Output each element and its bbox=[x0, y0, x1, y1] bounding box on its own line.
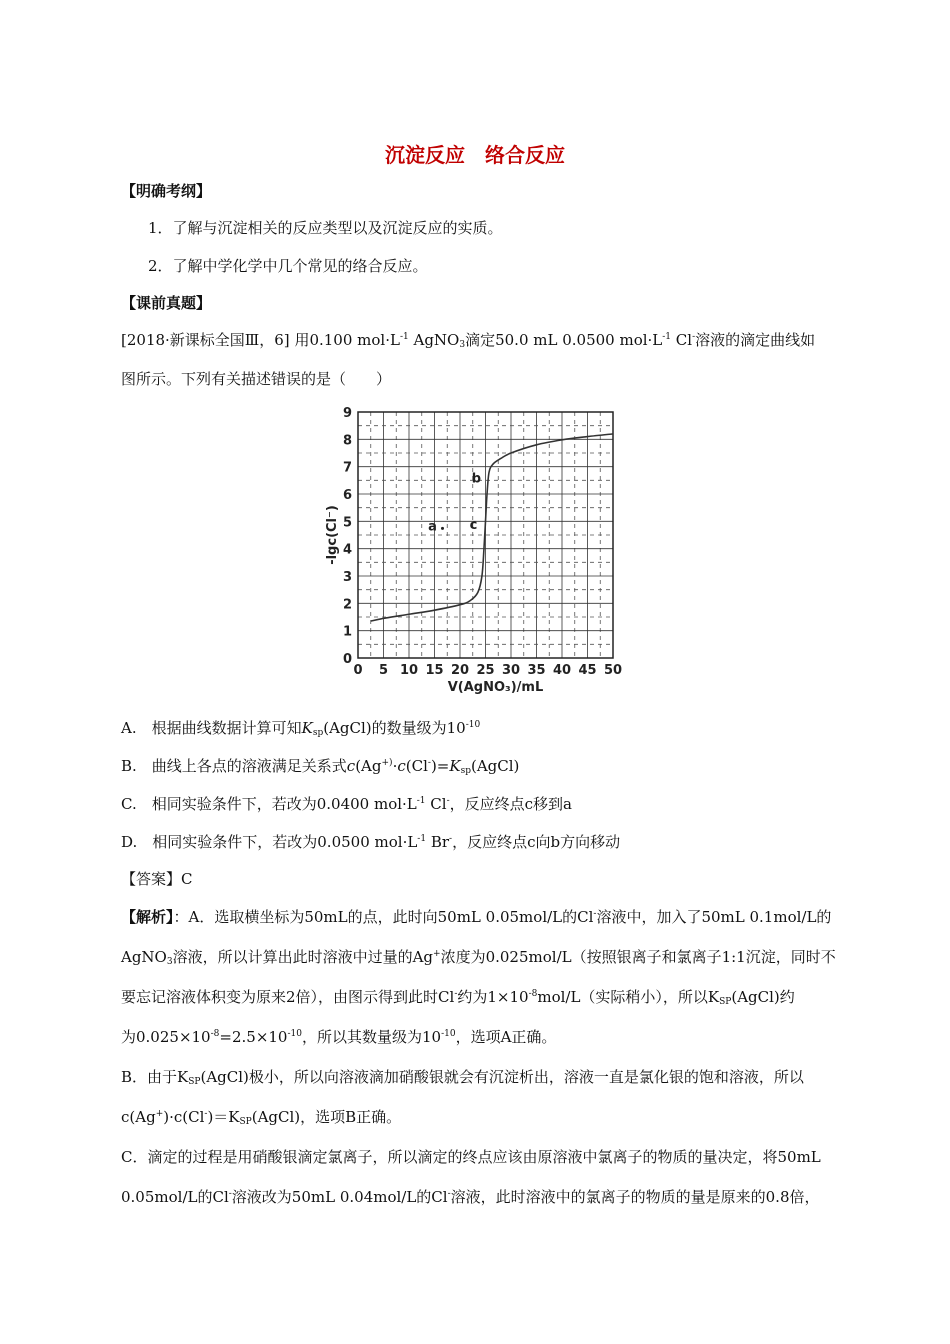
answer: 【答案】C bbox=[121, 870, 193, 888]
superscript: - bbox=[427, 758, 431, 768]
text: (Ag bbox=[355, 757, 382, 775]
text: 溶液中，加入了50mL 0.1mol/L的 bbox=[596, 908, 832, 926]
text: 溶液，所以计算出此时溶液中过量的Ag bbox=[172, 948, 434, 966]
text: (AgCl)的数量级为10 bbox=[323, 719, 466, 737]
subscript: sp bbox=[312, 728, 324, 738]
text: Cl bbox=[425, 795, 447, 813]
text: ，所以其数量级为10 bbox=[301, 1028, 442, 1046]
text: · bbox=[392, 757, 398, 775]
x-tick-label: 40 bbox=[552, 663, 572, 678]
text: ：A．选取横坐标为50mL的点，此时向50mL 0.05mol/L的Cl bbox=[173, 908, 594, 926]
text: K bbox=[301, 719, 313, 737]
subscript: sp bbox=[460, 766, 471, 776]
point-marker-a bbox=[441, 527, 444, 530]
text: (AgCl)约 bbox=[731, 988, 795, 1006]
analysis-line-5 bbox=[121, 1066, 804, 1087]
question-line-1 bbox=[121, 329, 815, 350]
text: )＝K bbox=[207, 1108, 240, 1126]
superscript: - bbox=[454, 989, 458, 999]
analysis-line-7: C．滴定的过程是用硝酸银滴定氯离子，所以滴定的终点应该由原溶液中氯离子的物质的量决定，将50mL bbox=[121, 1148, 821, 1166]
x-axis-label: V(AgNO₃)/mL bbox=[447, 680, 544, 695]
text: 0.05mol/L的Cl bbox=[121, 1188, 229, 1206]
point-label-c: c bbox=[469, 518, 478, 534]
y-tick-label: 0 bbox=[342, 652, 352, 667]
y-tick-label: 1 bbox=[342, 624, 352, 640]
question-line-2: 图所示。下列有关描述错误的是（ ） bbox=[121, 370, 392, 388]
superscript: + bbox=[433, 949, 441, 959]
x-tick-label: 25 bbox=[476, 663, 495, 678]
superscript: -8 bbox=[210, 1029, 220, 1039]
superscript: -1 bbox=[417, 834, 427, 844]
text: (AgCl) bbox=[470, 757, 520, 775]
text: c bbox=[346, 757, 356, 775]
option-a bbox=[121, 717, 480, 738]
text: Br bbox=[426, 833, 450, 851]
y-tick-label: 8 bbox=[342, 433, 352, 449]
text: )= bbox=[430, 757, 450, 775]
superscript: -8 bbox=[528, 989, 538, 999]
text: ，反应终点c向b方向移动 bbox=[452, 833, 621, 851]
text: (AgCl)极小，所以向溶液滴加硝酸银就会有沉淀析出，溶液一直是氯化银的饱和溶液，所以 bbox=[200, 1068, 804, 1086]
option-d bbox=[121, 831, 620, 852]
superscript: -10 bbox=[441, 1029, 456, 1039]
analysis-line-3 bbox=[121, 986, 795, 1007]
text: (AgCl)，选项B正确。 bbox=[251, 1108, 402, 1126]
x-tick-label: 20 bbox=[450, 663, 470, 678]
superscript: - bbox=[228, 1189, 232, 1199]
text: ，选项A正确。 bbox=[455, 1028, 557, 1046]
text: 约为1×10 bbox=[457, 988, 529, 1006]
text: ，反应终点c移到a bbox=[449, 795, 572, 813]
text: Cl bbox=[671, 331, 693, 349]
analysis-line-8 bbox=[121, 1186, 819, 1207]
superscript: - bbox=[447, 1189, 451, 1199]
y-tick-label: 4 bbox=[342, 542, 352, 558]
y-tick-label: 6 bbox=[342, 488, 352, 503]
superscript: +) bbox=[381, 758, 393, 768]
page-title: 沉淀反应 络合反应 bbox=[385, 143, 565, 167]
text: A. 根据曲线数据计算可知 bbox=[121, 719, 302, 737]
point-label-b: b bbox=[471, 471, 482, 487]
analysis-line-6 bbox=[121, 1106, 401, 1127]
text: D. 相同实验条件下，若改为0.0500 mol·L bbox=[121, 833, 418, 851]
section-syllabus: 【明确考纲】 bbox=[121, 182, 212, 200]
x-tick-label: 50 bbox=[603, 663, 623, 678]
x-tick-label: 5 bbox=[378, 663, 389, 678]
text: 溶液改为50mL 0.04mol/L的Cl bbox=[231, 1188, 448, 1206]
syllabus-item-1: 1．了解与沉淀相关的反应类型以及沉淀反应的实质。 bbox=[148, 219, 503, 237]
text: 溶液的滴定曲线如 bbox=[695, 331, 816, 349]
superscript: - bbox=[446, 796, 450, 806]
superscript: - bbox=[692, 332, 696, 342]
subscript: 3 bbox=[166, 957, 173, 967]
text: )·c(Cl bbox=[163, 1108, 205, 1126]
option-b bbox=[121, 755, 519, 776]
titration-curve-line bbox=[371, 434, 613, 621]
text: AgNO bbox=[121, 948, 167, 966]
text: B. 曲线上各点的溶液满足关系式 bbox=[121, 757, 347, 775]
text: mol/L（实际稍小），所以K bbox=[537, 988, 720, 1006]
text: 溶液，此时溶液中的氯离子的物质的量是原来的0.8倍， bbox=[450, 1188, 820, 1206]
section-preclass: 【课前真题】 bbox=[121, 294, 212, 312]
text: 为0.025×10 bbox=[121, 1028, 211, 1046]
y-tick-label: 3 bbox=[342, 570, 352, 585]
titration-chart bbox=[324, 400, 624, 700]
subscript: SP bbox=[239, 1117, 252, 1127]
superscript: - bbox=[449, 834, 453, 844]
superscript: - bbox=[204, 1109, 208, 1119]
x-tick-label: 35 bbox=[527, 663, 546, 678]
analysis-line-2 bbox=[121, 946, 836, 967]
syllabus-item-2: 2．了解中学化学中几个常见的络合反应。 bbox=[148, 257, 428, 275]
x-tick-label: 10 bbox=[399, 663, 419, 678]
subscript: 3 bbox=[459, 340, 466, 350]
superscript: -1 bbox=[416, 796, 426, 806]
text: K bbox=[449, 757, 461, 775]
y-tick-label: 9 bbox=[342, 406, 352, 421]
superscript: - bbox=[593, 909, 597, 919]
text: (Cl bbox=[405, 757, 428, 775]
x-tick-label: 15 bbox=[425, 663, 444, 678]
text: AgNO bbox=[413, 331, 460, 349]
superscript: -10 bbox=[287, 1029, 302, 1039]
text: 浓度为0.025mol/L（按照银离子和氯离子1:1沉淀，同时不 bbox=[440, 948, 836, 966]
superscript: -10 bbox=[465, 720, 481, 730]
point-label-a: a bbox=[428, 519, 437, 535]
text: 要忘记溶液体积变为原来2倍），由图示得到此时Cl bbox=[121, 988, 455, 1006]
y-tick-label: 5 bbox=[342, 515, 352, 531]
x-tick-label: 45 bbox=[578, 663, 597, 678]
x-tick-label: 30 bbox=[501, 663, 521, 678]
subscript: SP bbox=[719, 997, 732, 1007]
question-source: [2018·新课标全国Ⅲ，6] bbox=[121, 331, 290, 349]
y-tick-label: 7 bbox=[342, 460, 352, 476]
y-tick-label: 2 bbox=[342, 597, 352, 613]
chart-ticks bbox=[343, 406, 622, 678]
x-tick-label: 0 bbox=[353, 663, 363, 678]
subscript: SP bbox=[188, 1077, 201, 1087]
analysis-line-1 bbox=[121, 906, 831, 927]
option-c bbox=[121, 793, 572, 814]
y-axis-label: -lgc(Cl⁻) bbox=[325, 505, 340, 565]
text: c(Ag bbox=[121, 1108, 156, 1126]
superscript: -1 bbox=[662, 332, 672, 342]
text: 用0.100 mol·L bbox=[294, 331, 400, 349]
text: B．由于K bbox=[121, 1068, 189, 1086]
text: 滴定50.0 mL 0.0500 mol·L bbox=[465, 331, 663, 349]
superscript: + bbox=[155, 1109, 164, 1119]
analysis-line-4 bbox=[121, 1026, 556, 1047]
text: c bbox=[397, 757, 406, 775]
analysis-label: 【解析】 bbox=[121, 908, 174, 926]
text: =2.5×10 bbox=[219, 1028, 288, 1046]
text: C. 相同实验条件下，若改为0.0400 mol·L bbox=[121, 795, 417, 813]
superscript: -1 bbox=[399, 332, 409, 342]
